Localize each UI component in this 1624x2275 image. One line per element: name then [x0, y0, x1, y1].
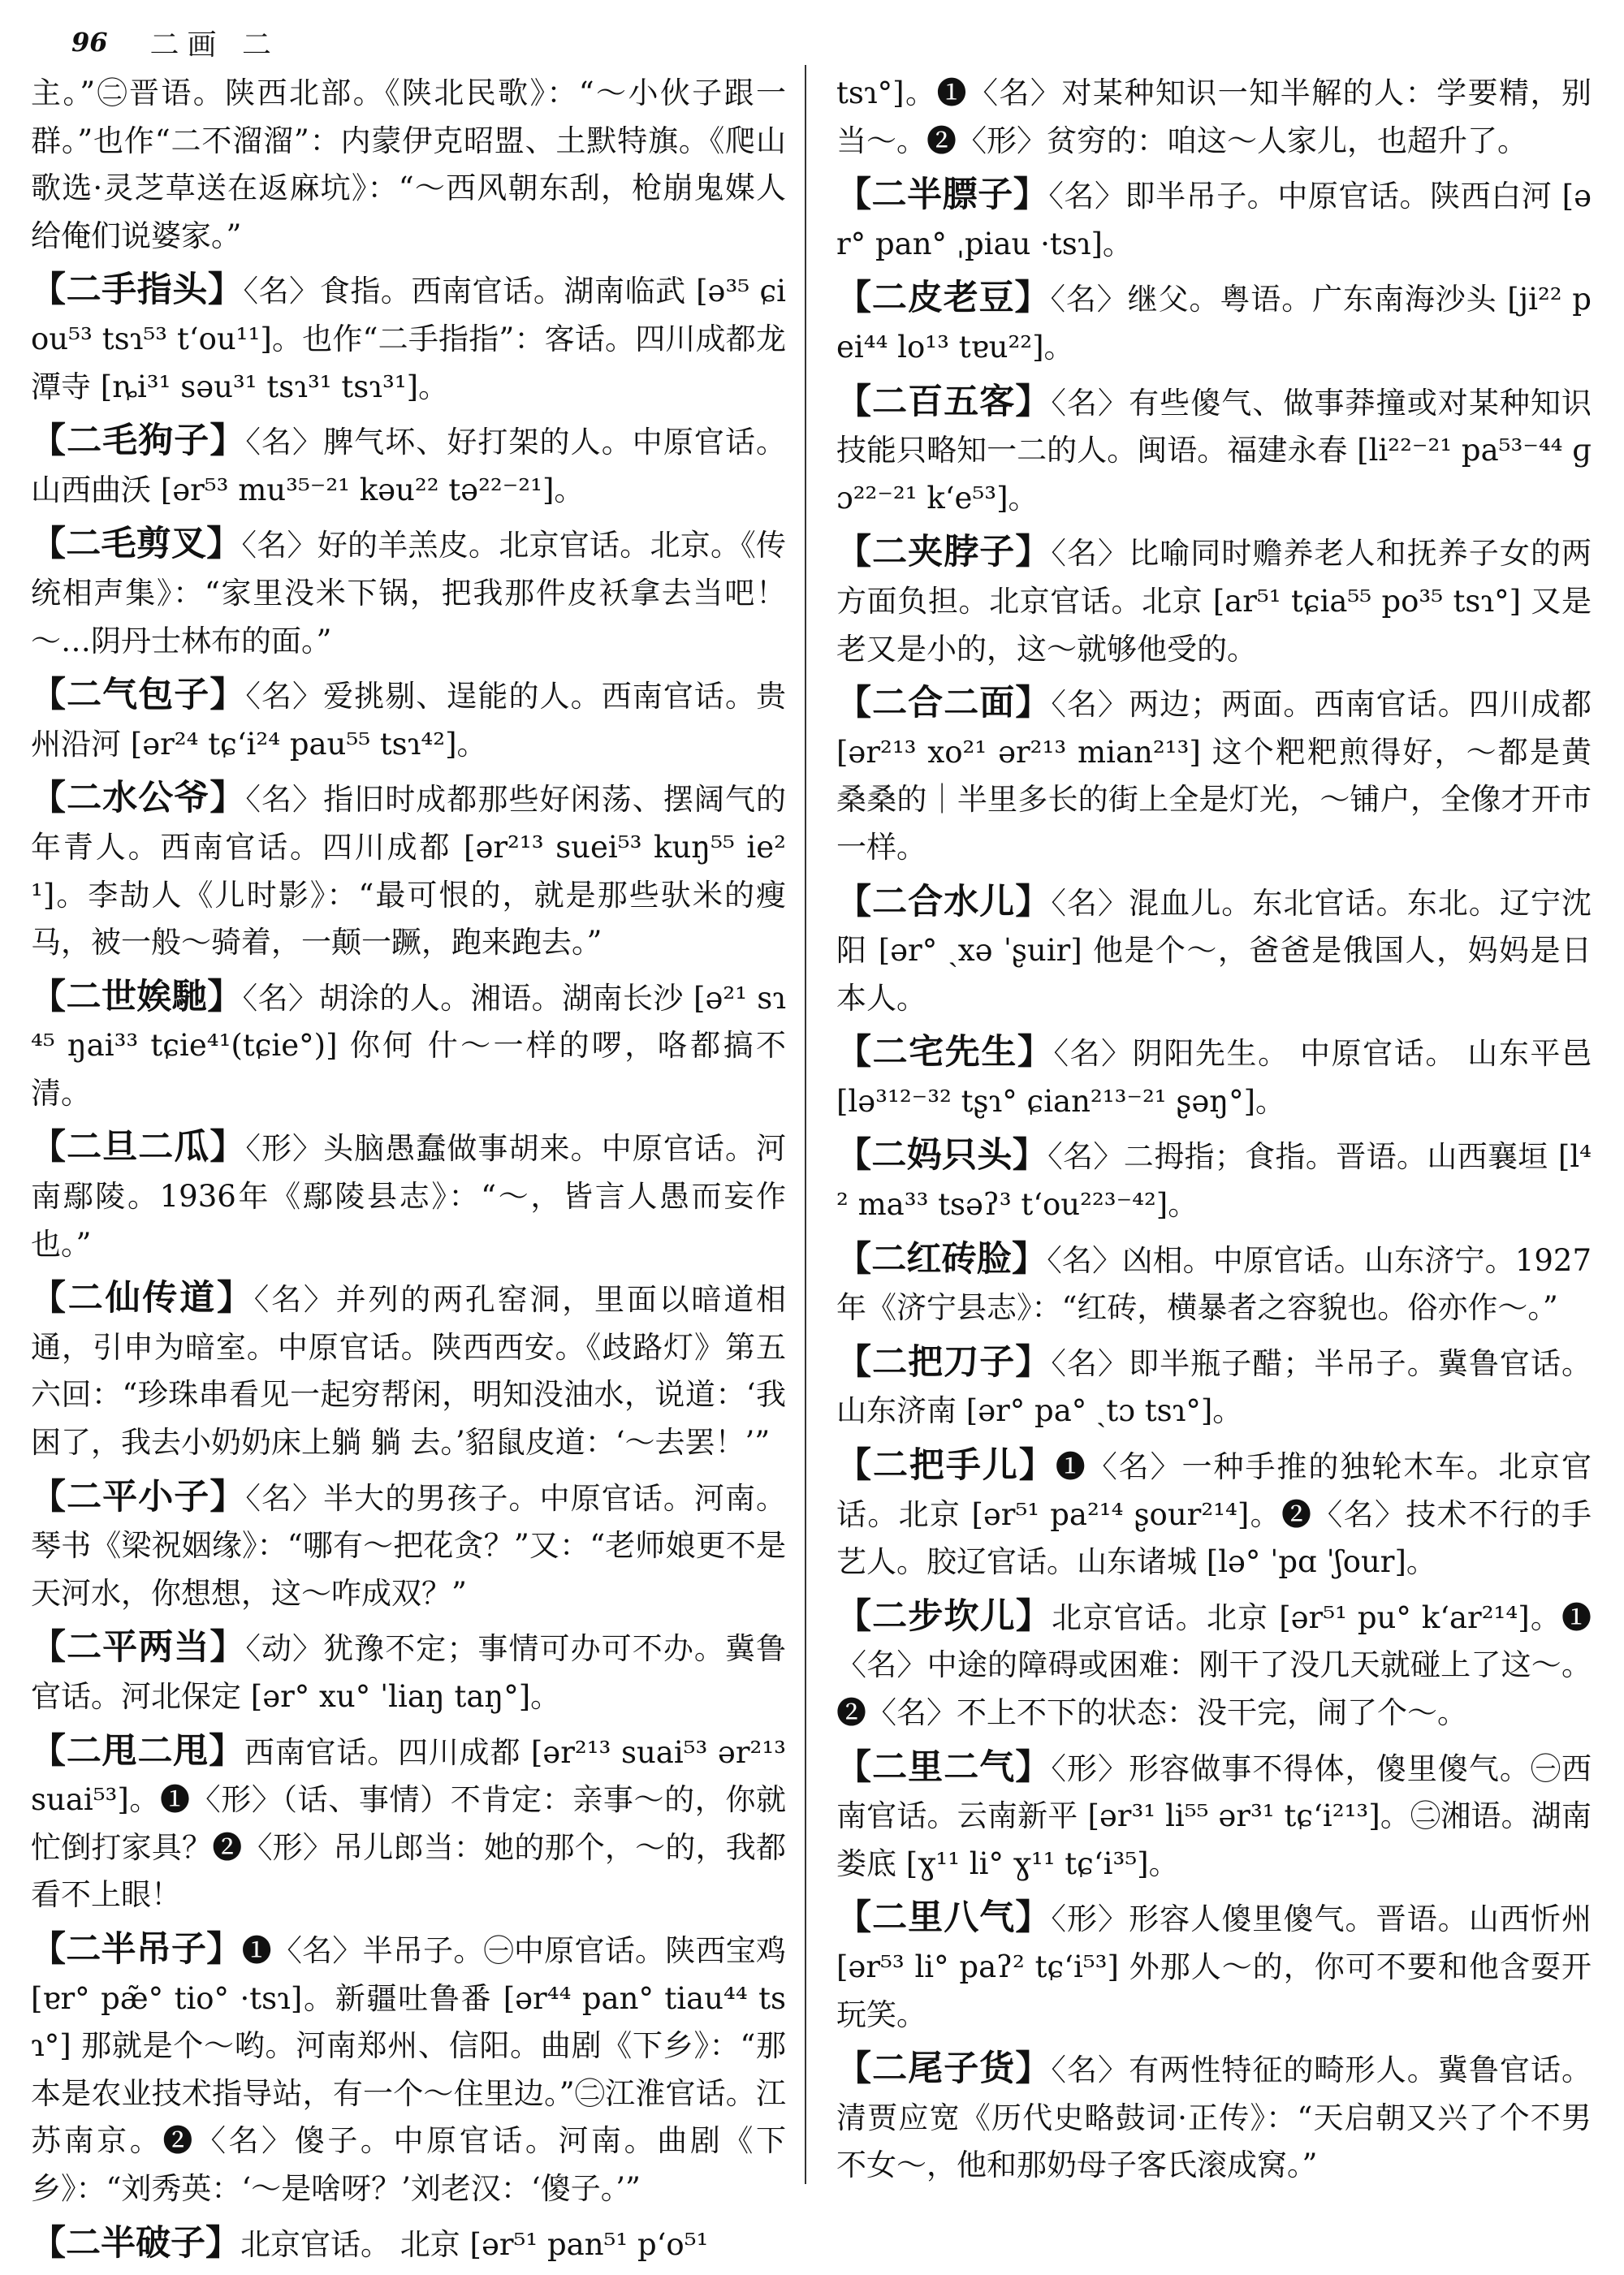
dictionary-entry	[836, 1894, 1592, 2039]
dictionary-entry	[31, 775, 786, 966]
dictionary-entry	[836, 1442, 1592, 1586]
page-number: 96	[71, 27, 108, 58]
entry-headword: 【二手指头】	[31, 270, 244, 311]
dictionary-entry	[31, 417, 786, 514]
entry-definition: 〈名〉继父。粤语。广东南海沙头 [ji²² pei⁴⁴ lo¹³ tɐu²²]。	[836, 282, 1592, 365]
entry-headword: 【二合水儿】	[836, 881, 1052, 922]
dictionary-entry	[31, 266, 786, 411]
dictionary-entry	[836, 1029, 1592, 1125]
entry-headword: 【二半破子】	[31, 2222, 240, 2264]
entry-definition: 〈名〉食指。西南官话。湖南临武 [ə³⁵ ɕiou⁵³ tsɿ⁵³ tʻou¹¹]。也作“二手指指”：客话。四川成都龙潭寺 [ȵi³¹ səu³¹ tsɿ³¹ tsɿ³¹]。	[31, 274, 787, 404]
dictionary-entry	[836, 1339, 1592, 1435]
running-head: 二画 二	[149, 28, 279, 62]
dictionary-entry	[836, 1744, 1592, 1889]
entry-definition: ❶〈名〉半吊子。㊀中原官话。陕西宝鸡 [ɐr° pæ̃° tio° ·tsɿ]。新疆吐鲁番 [ər⁴⁴ pan° tiau⁴⁴ tsɿ°] 那就是个～哟。河南郑州、信阳。曲剧《下乡》：“那本是农业技术指导站，有一个～住里边。”㊁江淮官话。江苏南京。❷〈名〉傻子。中原官话。河南。曲剧《下乡》：“刘秀英：‘～是啥呀？’刘老汉：‘傻子。’”	[31, 1932, 787, 2206]
entry-headword: 【二把刀子】	[836, 1341, 1052, 1383]
entry-definition: 〈名〉爱挑剔、逞能的人。西南官话。贵州沿河 [ər²⁴ tɕʻi²⁴ pau⁵⁵ tsɿ⁴²]。	[31, 679, 787, 762]
dictionary-entry	[836, 274, 1592, 371]
entry-definition: 〈名〉凶相。中原官话。山东济宁。1927年《济宁县志》：“红砖，横暴者之容貌也。俗亦作～。”	[836, 1242, 1592, 1326]
entry-definition: 〈名〉有两性特征的畸形人。冀鲁官话。清贾应宽《历代史略鼓词·正传》：“天启朝又兴了个不男不女～，他和那奶母子客氏滚成窝。”	[836, 2053, 1592, 2183]
dictionary-entry	[31, 1474, 786, 1618]
entry-definition: 〈名〉半大的男孩子。中原官话。河南。琴书《梁祝姻缘》：“哪有～把花贪？”又：“老师娘更不是天河水，你想想，这～咋成双？”	[31, 1480, 787, 1611]
entry-headword: 【二气包子】	[31, 675, 246, 716]
entry-headword: 【二妈只头】	[836, 1135, 1048, 1176]
dictionary-entry	[836, 378, 1592, 523]
entry-headword: 【二里二气】	[836, 1746, 1052, 1788]
entry-headword: 【二把手儿】	[836, 1445, 1056, 1487]
entry-definition: 〈形〉头脑愚蠢做事胡来。中原官话。河南鄢陵。1936年《鄢陵县志》：“～，皆言人愚而妄作也。”	[31, 1131, 787, 1262]
dictionary-entry	[836, 1593, 1592, 1738]
entry-headword: 【二尾子货】	[836, 2048, 1052, 2090]
entry-definition: 〈名〉阴阳先生。 中原官话。 山东平邑 [lə³¹²⁻³² tʂɿ° ɕian²¹³⁻²¹ ʂəŋ°]。	[836, 1036, 1592, 1119]
entry-definition: 〈名〉即半吊子。中原官话。陕西白河 [ər° pan° ˌpiau ·tsɿ]。	[836, 179, 1592, 261]
entry-headword: 【二夹脖子】	[836, 532, 1052, 573]
entry-headword: 【二平两当】	[31, 1627, 246, 1668]
dictionary-entry	[31, 1728, 786, 1919]
entry-headword: 【二里八气】	[836, 1897, 1052, 1939]
page-header	[71, 18, 279, 67]
dictionary-entry	[31, 1926, 786, 2213]
column-divider	[805, 65, 806, 2184]
entry-headword: 【二皮老豆】	[836, 278, 1051, 319]
entry-headword: 【二合二面】	[836, 683, 1052, 724]
entry-definition: 〈名〉有些傻气、做事莽撞或对某种知识技能只略知一二的人。闽语。福建永春 [li²²⁻²¹ pa⁵³⁻⁴⁴ ɡɔ²²⁻²¹ kʻe⁵³]。	[836, 385, 1592, 516]
entry-headword: 【二半吊子】	[31, 1928, 242, 1970]
dictionary-entry	[31, 2220, 786, 2269]
entry-definition: ❶〈名〉一种手推的独轮木车。北京官话。北京 [ər⁵¹ pa²¹⁴ ʂour²¹⁴]。❷〈名〉技术不行的手艺人。胶辽官话。山东诸城 [lə° ˈpɑ ˈʃour]。	[836, 1449, 1592, 1580]
dictionary-entry	[31, 520, 786, 665]
right-column	[836, 70, 1592, 2196]
entry-definition: 北京官话。北京 [ər⁵¹ pu° kʻar²¹⁴]。❶〈名〉中途的障碍或困难：刚干了没几天就碰上了这～。❷〈名〉不上不下的状态：没干完，闹了个～。	[836, 1599, 1592, 1730]
entry-headword: 【二毛狗子】	[31, 421, 246, 462]
dictionary-entry	[836, 1236, 1592, 1332]
dictionary-entry	[31, 671, 786, 768]
entry-headword: 【二水公爷】	[31, 778, 246, 819]
dictionary-entry	[836, 878, 1592, 1023]
entry-definition: 〈动〉犹豫不定；事情可办可不办。冀鲁官话。河北保定 [ər° xu° ˈliaŋ taŋ°]。	[31, 1631, 787, 1714]
entry-definition: 〈形〉形容人傻里傻气。晋语。山西忻州 [ər⁵³ li° paʔ² tɕʻi⁵³] 外那人～的，你可不要和他含耍开玩笑。	[836, 1902, 1592, 2032]
entry-definition: 北京官话。 北京 [ər⁵¹ pan⁵¹ pʻo⁵¹	[240, 2226, 709, 2262]
right-entry-list	[836, 171, 1592, 2190]
entry-headword: 【二旦二瓜】	[31, 1127, 246, 1168]
entry-headword: 【二百五客】	[836, 381, 1052, 422]
entry-definition: 〈名〉两边；两面。西南官话。四川成都 [ər²¹³ xo²¹ ər²¹³ mian²¹³] 这个粑粑煎得好，～都是黄桑桑的｜半里多长的街上全是灯光，～铺户，全像才开市一样。	[836, 687, 1592, 865]
entry-definition: 〈名〉二拇指；食指。晋语。山西襄垣 [l⁴² ma³³ tsəʔ³ tʻou²²³⁻⁴²]。	[836, 1139, 1592, 1223]
entry-headword: 【二仙传道】	[31, 1278, 254, 1319]
dictionary-entry	[31, 1624, 786, 1720]
dictionary-entry	[836, 171, 1592, 268]
entry-definition: 〈形〉形容做事不得体，傻里傻气。㊀西南官话。云南新平 [ər³¹ li⁵⁵ ər³¹ tɕʻi²¹³]。㊁湘语。湖南娄底 [ɣ¹¹ li° ɣ¹¹ tɕʻi³⁵]。	[836, 1750, 1592, 1881]
dictionary-entry	[31, 1275, 786, 1466]
entry-definition: 〈名〉胡涂的人。湘语。湖南长沙 [ə²¹ sɿ⁴⁵ ŋai³³ tɕie⁴¹(tɕie°)] 你何 什～一样的啰，咯都搞不清。	[31, 980, 786, 1111]
entry-definition: 〈名〉即半瓶子醋；半吊子。冀鲁官话。山东济南 [ər° pa° ˏtɔ tsɿ°]。	[836, 1345, 1592, 1429]
continuation-text: 主。”㊁晋语。陕西北部。《陕北民歌》：“～小伙子跟一群。”也作“二不溜溜”：内蒙伊克昭盟、土默特旗。《爬山歌选·灵芝草送在返麻坑》：“～西风朝东刮，枪崩鬼媒人给俺们说婆家。”	[31, 76, 786, 253]
left-column	[31, 70, 786, 2275]
entry-headword: 【二步坎儿】	[836, 1595, 1052, 1637]
entry-headword: 【二毛剪叉】	[31, 524, 242, 565]
entry-definition: 〈名〉好的羊羔皮。北京官话。北京。《传统相声集》：“家里没米下锅，把我那件皮袄拿去当吧！～…阴丹士林布的面。”	[31, 528, 786, 658]
entry-headword: 【二甩二甩】	[31, 1730, 244, 1772]
entry-headword: 【二世娭馳】	[31, 976, 243, 1017]
entry-headword: 【二半膘子】	[836, 175, 1049, 216]
entry-headword: 【二宅先生】	[836, 1032, 1054, 1073]
dictionary-entry	[31, 1124, 786, 1268]
dictionary-entry	[836, 2045, 1592, 2190]
entry-definition: 〈名〉脾气坏、好打架的人。中原官话。山西曲沃 [ər⁵³ mu³⁵⁻²¹ kəu²² tə²²⁻²¹]。	[31, 425, 787, 507]
entry-headword: 【二红砖脸】	[836, 1238, 1047, 1280]
dictionary-entry	[836, 1132, 1592, 1228]
entry-definition: 〈名〉比喻同时赡养老人和抚养子女的两方面负担。北京官话。北京 [ar⁵¹ tɕia⁵⁵ po³⁵ tsɿ°] 又是老又是小的，这～就够他受的。	[836, 536, 1592, 667]
continuation-text: tsɿ°]。❶〈名〉对某种知识一知半解的人：学要精，别当～。❷〈形〉贫穷的：咱这～人家儿，也超升了。	[836, 76, 1592, 158]
entry-definition: 〈名〉混血儿。东北官话。东北。辽宁沈阳 [ər° ˏxə ˈʂuir] 他是个～，爸爸是俄国人，妈妈是日本人。	[836, 885, 1592, 1016]
entry-headword: 【二平小子】	[31, 1476, 246, 1517]
dictionary-entry	[31, 973, 786, 1118]
entry-definition: 〈名〉并列的两孔窑洞，里面以暗道相通，引申为暗室。中原官话。陕西西安。《歧路灯》第五六回：“珍珠串看见一起穷帮闲，明知没油水，说道：‘我困了，我去小奶奶床上躺 躺 去。’貂鼠皮道：‘～去罢！’”	[31, 1282, 787, 1461]
entry-definition: 西南官话。四川成都 [ər²¹³ suai⁵³ ər²¹³ suai⁵³]。❶〈形〉（话、事情）不肯定：亲事～的，你就忙倒打家具？❷〈形〉吊儿郎当：她的那个，～的，我都看不上眼！	[31, 1734, 787, 1913]
entry-definition: 〈名〉指旧时成都那些好闲荡、摆阔气的年青人。西南官话。四川成都 [ər²¹³ suei⁵³ kuŋ⁵⁵ ie²¹]。李劼人《儿时影》：“最可恨的，就是那些驮米的瘦马，被一般～骑着，一颠一蹶，跑来跑去。”	[31, 782, 787, 961]
left-entry-list	[31, 266, 786, 2269]
dictionary-entry	[836, 680, 1592, 871]
dictionary-entry	[836, 529, 1592, 673]
